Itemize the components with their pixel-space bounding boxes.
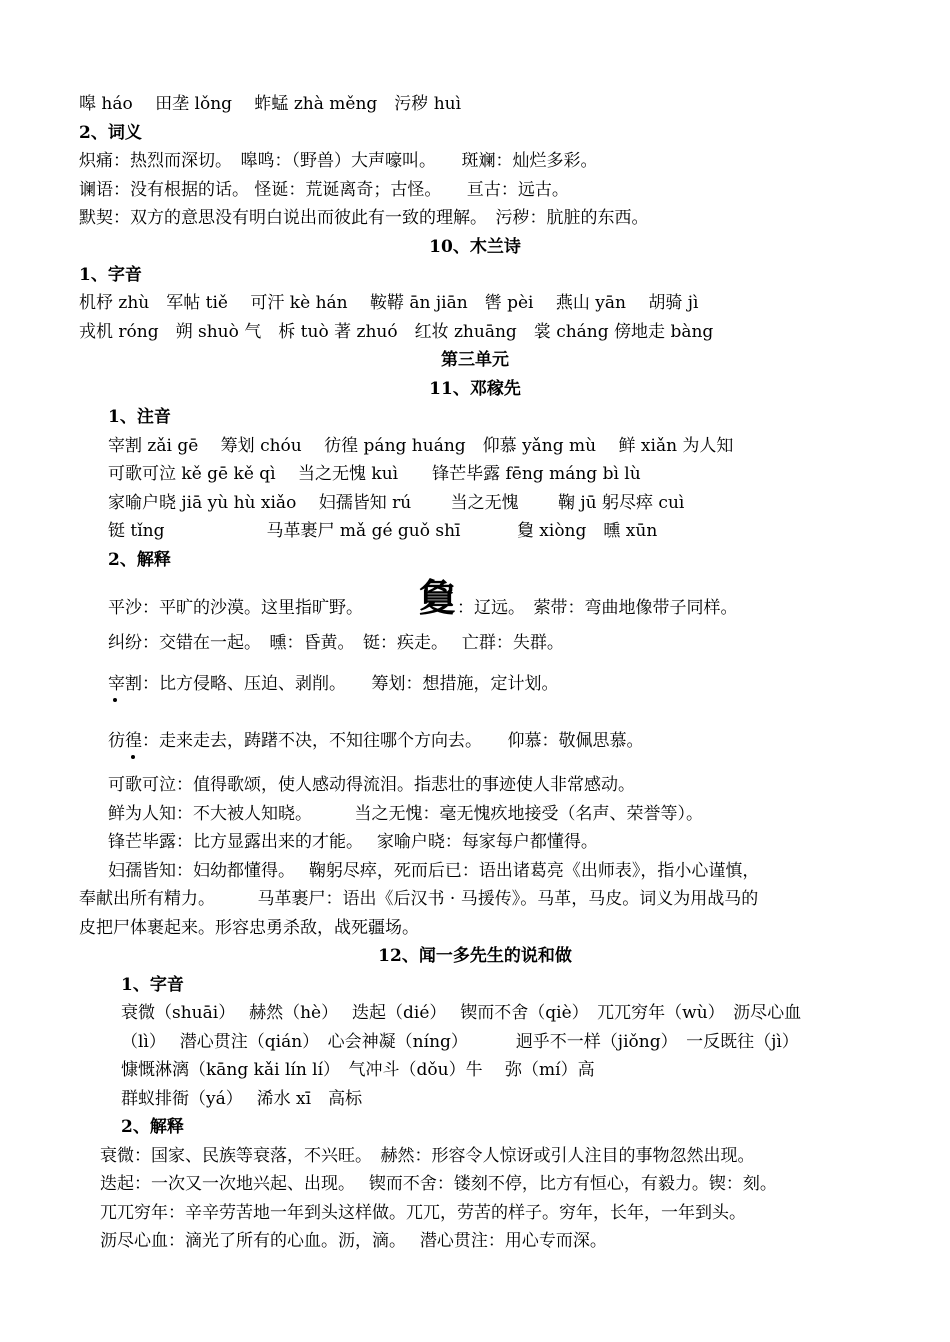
definition-line: 可歌可泣：值得歌颂，使人感动得流泪。指悲壮的事迹使人非常感动。 (108, 775, 635, 795)
pinyin-line: 机杼 zhù 军帖 tiě 可汗 kè hán 鞍鞯 ān jiān 辔 pèi 燕山 yān 胡骑 jì (79, 293, 699, 313)
definition-line: 平沙：平旷的沙漠。这里指旷野。 (108, 598, 363, 618)
section-heading: 1、字音 (121, 975, 184, 995)
pinyin-line: 嗥 háo 田垄 lǒng 蚱蜢 zhà měng 污秽 huì (79, 94, 462, 114)
pinyin-line: （lì） 潜心贯注（qián） 心会神凝（níng） 迥乎不一样（jiǒng） 一反既往（jì） (121, 1032, 799, 1052)
lesson-title: 10、木兰诗 (429, 237, 521, 257)
pinyin-line: 宰割 zǎi gē 筹划 chóu 彷徨 páng huáng 仰慕 yǎng mù 鲜 xiǎn 为人知 (108, 436, 734, 456)
definition-line: 宰割：比方侵略、压迫、剥削。 筹划：想措施，定计划。 (108, 674, 559, 694)
lesson-title: 12、闻一多先生的说和做 (378, 946, 572, 966)
definition-line: 迭起：一次又一次地兴起、出现。 锲而不舍：镂刻不停，比方有恒心，有毅力。锲：刻。 (100, 1174, 777, 1194)
pinyin-line: 戎机 róng 朔 shuò 气 柝 tuò 著 zhuó 红妆 zhuāng 裳 cháng 傍地走 bàng (79, 322, 714, 342)
pinyin-line: 衰微（shuāi） 赫然（hè） 迭起（dié） 锲而不舍（qiè） 兀兀穷年（wù） 沥尽心血 (121, 1003, 802, 1023)
definition-line: 皮把尸体裹起来。形容忠勇杀敌，战死疆场。 (79, 918, 419, 938)
definition-line: 锋芒毕露：比方显露出来的才能。 家喻户晓：每家每户都懂得。 (108, 832, 598, 852)
bullet-dot (113, 698, 117, 702)
definition-line: 谰语：没有根据的话。 怪诞：荒诞离奇；古怪。 亘古：远古。 (79, 180, 569, 200)
definition-line: 沥尽心血：滴光了所有的心血。沥，滴。 潜心贯注：用心专而深。 (100, 1231, 607, 1251)
large-character: 敻 (418, 575, 457, 620)
bullet-dot (131, 755, 135, 759)
lesson-title: 11、邓稼先 (429, 379, 521, 399)
definition-line: 炽痛：热烈而深切。 嗥鸣：（野兽）大声嚎叫。 斑斓：灿烂多彩。 (79, 151, 598, 171)
pinyin-line: 家喻户晓 jiā yù hù xiǎo 妇孺皆知 rú 当之无愧 鞠 jū 躬尽瘁 cuì (108, 493, 685, 513)
section-heading: 1、注音 (108, 407, 171, 427)
unit-title: 第三单元 (441, 350, 509, 370)
section-heading: 1、字音 (79, 265, 142, 285)
definition-line: 妇孺皆知：妇幼都懂得。 鞠躬尽瘁，死而后已：语出诸葛亮《出师表》，指小心谨慎， (108, 861, 760, 881)
definition-line: 彷徨：走来走去，踌躇不决，不知往哪个方向去。 仰慕：敬佩思慕。 (108, 731, 644, 751)
definition-line: 衰微：国家、民族等衰落，不兴旺。 赫然：形容令人惊讶或引人注目的事物忽然出现。 (100, 1146, 755, 1166)
pinyin-line: 可歌可泣 kě gē kě qì 当之无愧 kuì 锋芒毕露 fēng máng bì lù (108, 464, 641, 484)
definition-line: ：辽远。 萦带：弯曲地像带子同样。 (457, 598, 738, 618)
definition-line: 纠纷：交错在一起。 曛：昏黄。 铤：疾走。 亡群：失群。 (108, 633, 564, 653)
section-heading: 2、解释 (121, 1117, 184, 1137)
section-heading: 2、词义 (79, 123, 142, 143)
section-heading: 2、解释 (108, 550, 171, 570)
pinyin-line: 群蚁排衙（yá） 浠水 xī 高标 (121, 1089, 363, 1109)
pinyin-line: 铤 tǐng 马革裹尸 mǎ gé guǒ shī 敻 xiòng 曛 xūn (108, 521, 658, 541)
definition-line: 兀兀穷年：辛辛劳苦地一年到头这样做。兀兀，劳苦的样子。穷年，长年，一年到头。 (100, 1203, 746, 1223)
pinyin-line: 慷慨淋漓（kāng kǎi lín lí） 气冲斗（dǒu）牛 弥（mí）高 (121, 1060, 595, 1080)
definition-line: 默契：双方的意思没有明白说出而彼此有一致的理解。 污秽：肮脏的东西。 (79, 208, 649, 228)
definition-line: 奉献出所有精力。 马革裹尸：语出《后汉书 · 马援传》。马革，马皮。词义为用战马的 (79, 889, 759, 909)
definition-line: 鲜为人知：不大被人知晓。 当之无愧：毫无愧疚地接受（名声、荣誉等）。 (108, 804, 703, 824)
